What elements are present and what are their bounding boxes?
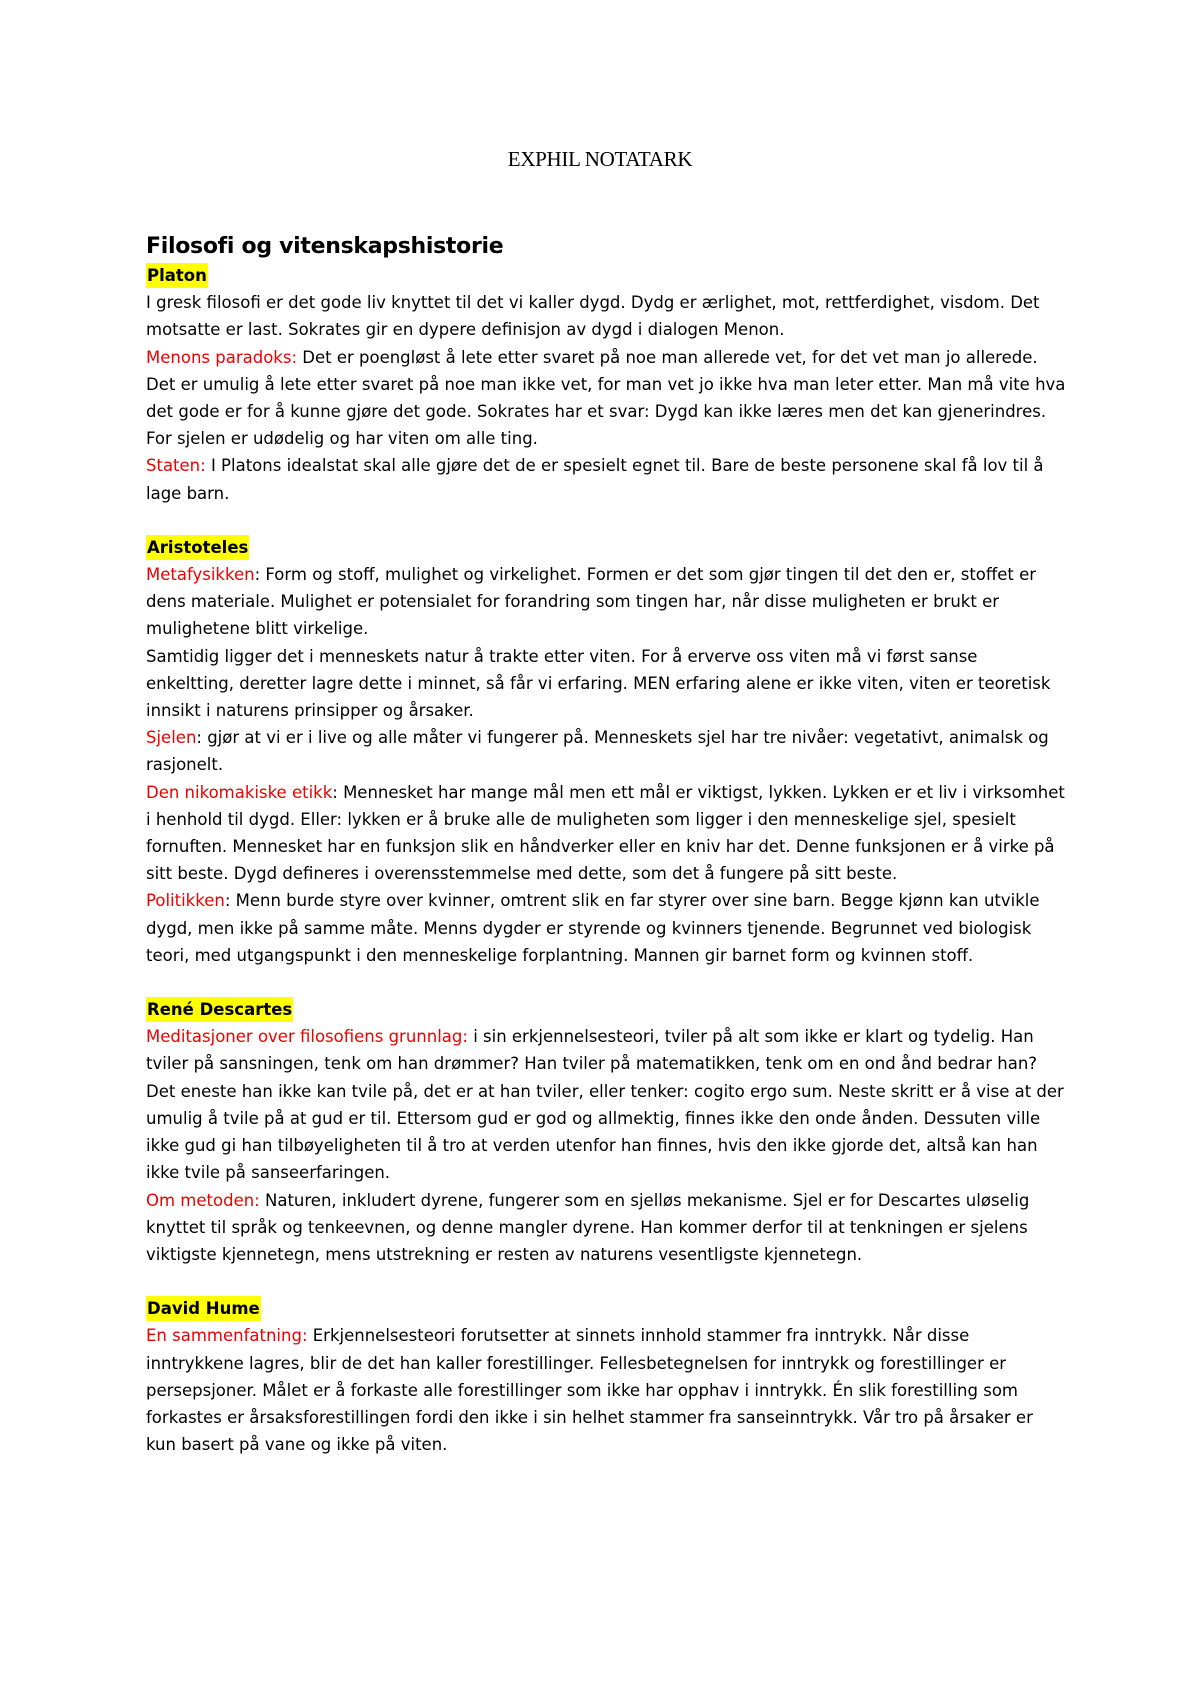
paragraph bbox=[146, 1023, 1066, 1186]
topic-heading: Aristoteles bbox=[146, 535, 249, 560]
paragraph-text: I gresk filosofi er det gode liv knyttet til det vi kaller dygd. Dydg er ærlighet, mot, rettferdighet, visdom. Det motsatte er last. Sokrates gir en dypere definisjon av dygd i dialogen Menon. bbox=[146, 293, 1040, 340]
paragraph-term: Politikken bbox=[146, 891, 225, 911]
paragraph bbox=[146, 779, 1066, 888]
paragraph-text: I Platons idealstat skal alle gjøre det de er spesielt egnet til. Bare de beste personene skal få lov til å lage barn. bbox=[146, 456, 1044, 503]
paragraph bbox=[146, 643, 1066, 725]
topic-hume bbox=[146, 1295, 1066, 1458]
topic-platon bbox=[146, 262, 1066, 507]
document-body bbox=[146, 232, 1066, 1458]
paragraph bbox=[146, 1322, 1066, 1458]
paragraph-text: : Menn burde styre over kvinner, omtrent slik en far styrer over sine barn. Begge kjønn kan utvikle dygd, men ikke på samme måte. Menns dygder er styrende og kvinners tjenende. Begrunnet ved biologisk teori, med utgangspunkt i den menneskelige forplantning. Mannen gir barnet form og kvinnen stoff. bbox=[146, 891, 1040, 965]
paragraph-term: Staten: bbox=[146, 456, 206, 476]
paragraph-term: Meditasjoner over filosofiens grunnlag: bbox=[146, 1027, 468, 1047]
topic-heading: René Descartes bbox=[146, 997, 293, 1022]
topic-heading: David Hume bbox=[146, 1296, 261, 1321]
section-title: Filosofi og vitenskapshistorie bbox=[146, 234, 504, 259]
paragraph-term: Om metoden: bbox=[146, 1190, 260, 1210]
paragraph bbox=[146, 724, 1066, 778]
paragraph bbox=[146, 561, 1066, 643]
paragraph-text: i sin erkjennelsesteori, tviler på alt som ikke er klart og tydelig. Han tviler på sansningen, tenk om han drømmer? Han tviler på matematikken, tenk om en ond ånd bedrar han? Det eneste han ikke kan tvile på, det er at han tviler, eller tenker: cogito ergo sum. Neste skritt er å vise at der umulig å tvile på at gud er til. Ettersom gud er god og allmektig, finnes ikke den onde ånden. Dessuten ville ikke gud gi han tilbøyeligheten til å tro at verden utenfor han finnes, hvis den ikke gjorde det, altså kan han ikke tvile på sanseerfaringen. bbox=[146, 1027, 1064, 1183]
paragraph-text: : Mennesket har mange mål men ett mål er viktigst, lykken. Lykken er et liv i virksomhet i henhold til dygd. Eller: lykken er å bruke alle de muligheten som ligger i den menneskelige sjel, spesielt fornuften. Mennesket har en funksjon slik en håndverker eller en kniv har det. Denne funksjonen er å virke på sitt beste. Dygd defineres i overensstemmelse med dette, som det å fungere på sitt beste. bbox=[146, 782, 1065, 884]
paragraph bbox=[146, 452, 1066, 506]
paragraph-text: Erkjennelsesteori forutsetter at sinnets innhold stammer fra inntrykk. Når disse inntrykkene lagres, blir de det han kaller forestillinger. Fellesbetegnelsen for inntrykk og forestillinger er persepsjoner. Målet er å forkaste alle forestillinger som ikke har opphav i inntrykk. Én slik forestilling som forkastes er årsaksforestillingen fordi den ikke i sin helhet stammer fra sanseinntrykk. Vår tro på årsaker er kun basert på vane og ikke på viten. bbox=[146, 1326, 1033, 1455]
paragraph bbox=[146, 344, 1066, 453]
paragraph-term: En sammenfatning: bbox=[146, 1326, 308, 1346]
paragraph-text: Det er poengløst å lete etter svaret på noe man allerede vet, for det vet man jo allerede. Det er umulig å lete etter svaret på noe man ikke vet, for man vet jo ikke hva man leter etter. Man må vite hva det gode er for å kunne gjøre det gode. Sokrates har et svar: Dygd kan ikke læres men det kan gjenerindres. For sjelen er udødelig og har viten om alle ting. bbox=[146, 347, 1066, 449]
paragraph-term: Sjelen bbox=[146, 728, 197, 748]
topic-descartes bbox=[146, 996, 1066, 1268]
topic-heading: Platon bbox=[146, 263, 208, 288]
paragraph bbox=[146, 1187, 1066, 1269]
document-title: EXPHIL NOTATARK bbox=[507, 147, 693, 171]
paragraph-text: Naturen, inkludert dyrene, fungerer som en sjelløs mekanisme. Sjel er for Descartes uløselig knyttet til språk og tenkeevnen, og denne mangler dyrene. Han kommer derfor til at tenkningen er sjelens viktigste kjennetegn, mens utstrekning er resten av naturens vesentligste kjennetegn. bbox=[146, 1190, 1030, 1264]
paragraph-term: Menons paradoks: bbox=[146, 347, 297, 367]
topic-aristoteles bbox=[146, 534, 1066, 969]
paragraph-text: : Form og stoff, mulighet og virkelighet. Formen er det som gjør tingen til det den er, stoffet er dens materiale. Mulighet er potensialet for forandring som tingen har, når disse muligheten er brukt er mulighetene blitt virkelige. bbox=[146, 565, 1037, 639]
paragraph bbox=[146, 887, 1066, 969]
paragraph-text: Samtidig ligger det i menneskets natur å trakte etter viten. For å erverve oss viten må vi først sanse enkeltting, deretter lagre dette i minnet, så får vi erfaring. MEN erfaring alene er ikke viten, viten er teoretisk innsikt i naturens prinsipper og årsaker. bbox=[146, 646, 1051, 721]
paragraph-term: Den nikomakiske etikk bbox=[146, 782, 333, 802]
paragraph-text: : gjør at vi er i live og alle måter vi fungerer på. Menneskets sjel har tre nivåer: vegetativt, animalsk og rasjonelt. bbox=[146, 728, 1049, 775]
paragraph bbox=[146, 289, 1066, 343]
paragraph-term: Metafysikken bbox=[146, 565, 255, 585]
